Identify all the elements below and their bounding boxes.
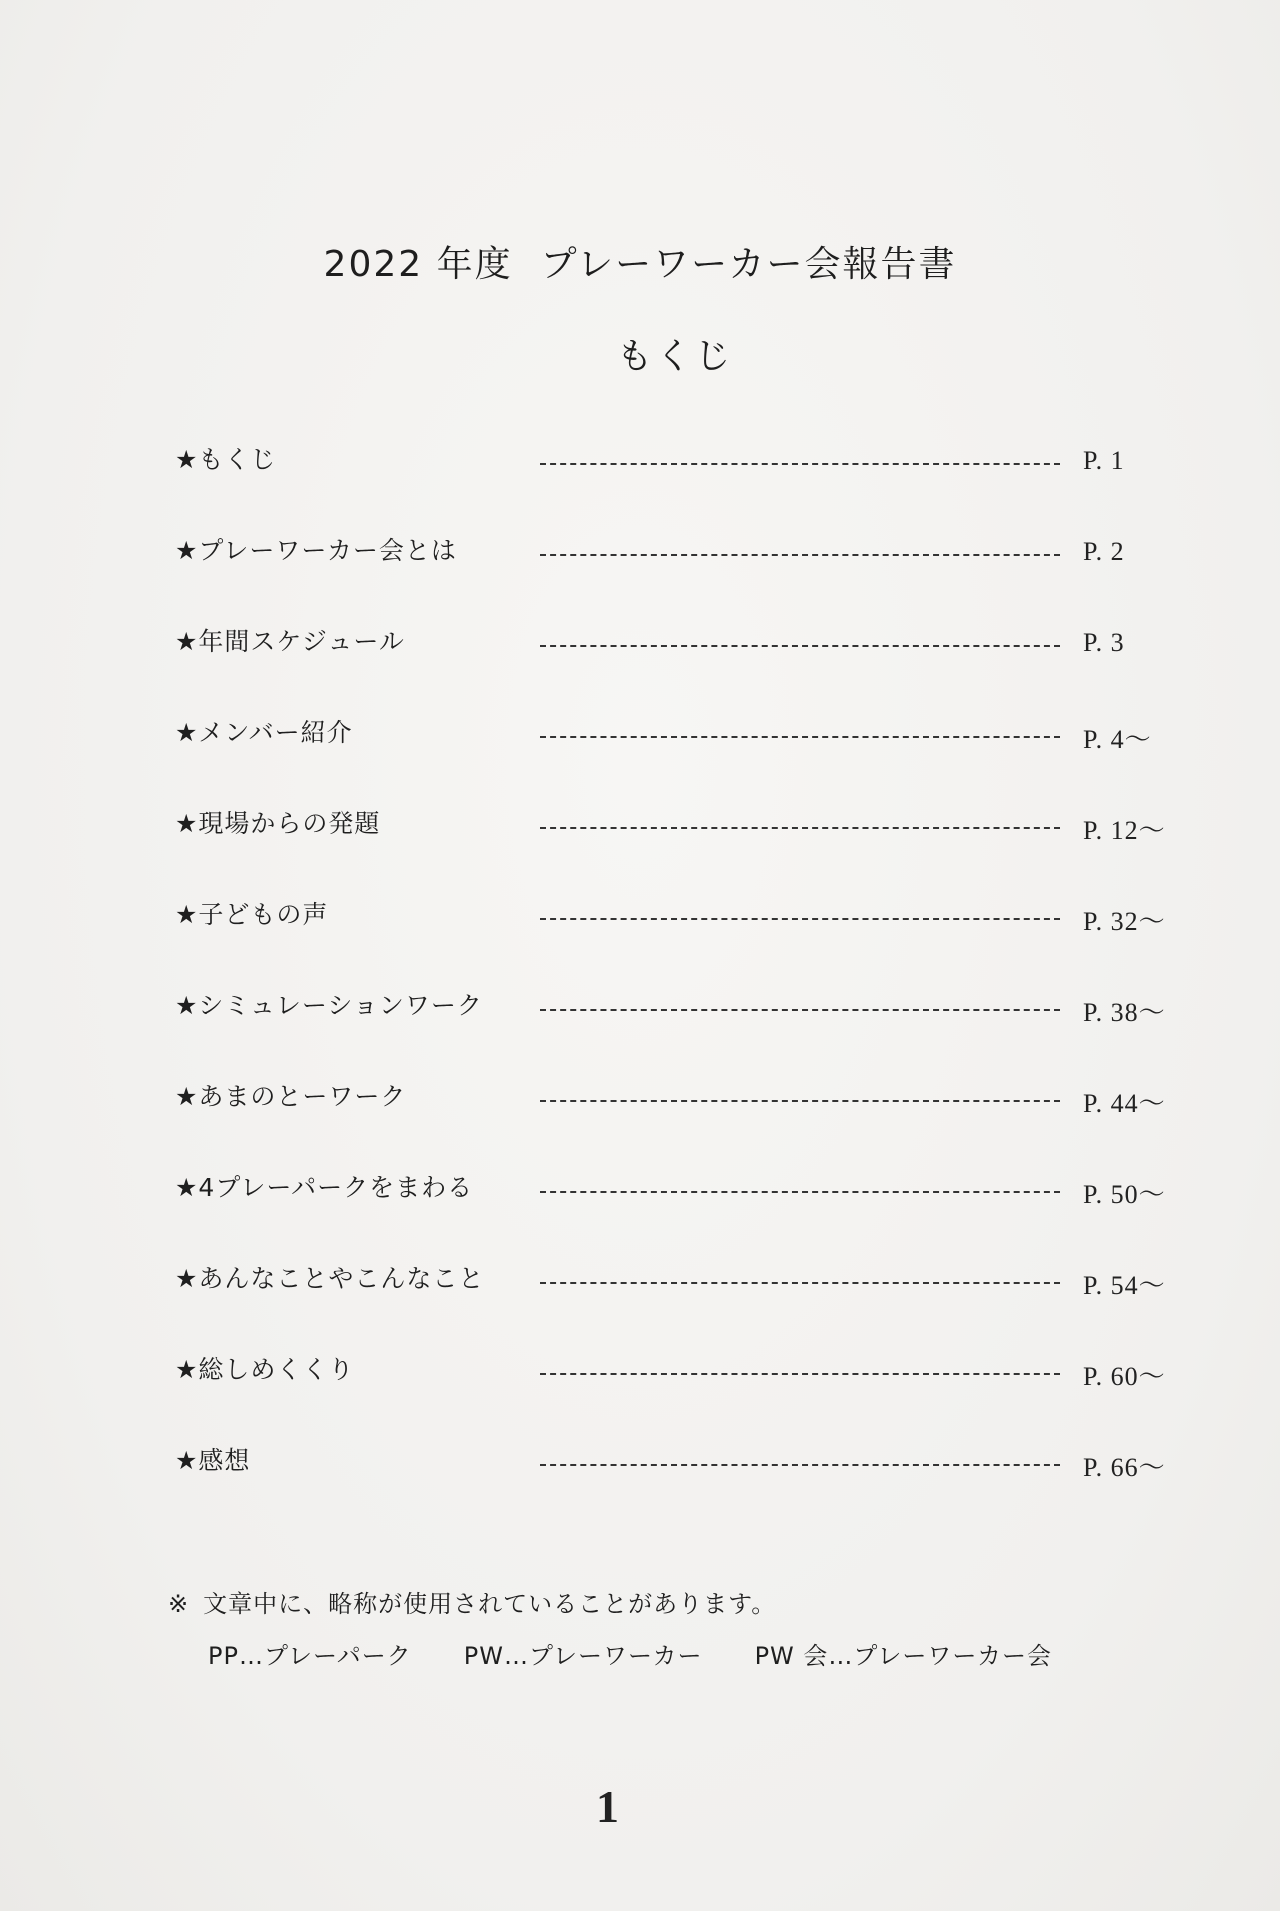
toc-heading: もくじ bbox=[616, 336, 734, 377]
toc-entry-label: ★4プレーパークをまわる bbox=[175, 1173, 474, 1202]
toc-leader-line bbox=[540, 554, 1060, 556]
toc-entry-page: P. 4〜 bbox=[1083, 725, 1152, 754]
note-text: 文章中に、略称が使用されていることがあります。 bbox=[203, 1590, 777, 1618]
toc-entry-label: ★あんなことやこんなこと bbox=[175, 1264, 485, 1293]
abbreviation-item: PW 会…プレーワーカー会 bbox=[754, 1642, 1052, 1670]
toc-entry bbox=[175, 1259, 1165, 1350]
toc-entry-label: ★シミュレーションワーク bbox=[175, 991, 483, 1020]
toc-leader-line bbox=[540, 1282, 1060, 1284]
abbreviation-item: PW…プレーワーカー bbox=[463, 1642, 703, 1670]
toc-leader-line bbox=[540, 1009, 1060, 1011]
abbreviation-list bbox=[208, 1636, 1104, 1671]
toc-entry-label: ★もくじ bbox=[175, 445, 277, 474]
toc-entry-page: P. 66〜 bbox=[1083, 1453, 1166, 1482]
note-mark: ※ bbox=[168, 1590, 190, 1618]
abbreviation-item: PP…プレーパーク bbox=[208, 1642, 412, 1670]
toc-entry-label: ★感想 bbox=[175, 1446, 251, 1475]
toc-entry-label: ★メンバー紹介 bbox=[175, 718, 353, 747]
abbreviation-note bbox=[168, 1584, 776, 1619]
toc-entry-page: P. 32〜 bbox=[1083, 907, 1166, 936]
toc-entry-label: ★プレーワーカー会とは bbox=[175, 536, 457, 565]
toc-entry bbox=[175, 1441, 1165, 1532]
page-number: 1 bbox=[596, 1781, 619, 1832]
toc-entry-label: ★総しめくくり bbox=[175, 1355, 355, 1384]
toc-leader-line bbox=[540, 463, 1060, 465]
toc-entry bbox=[175, 1350, 1165, 1441]
toc-entry-label: ★子どもの声 bbox=[175, 900, 329, 929]
toc-entry-page: P. 60〜 bbox=[1083, 1362, 1166, 1391]
toc-entry-page: P. 3 bbox=[1083, 628, 1125, 657]
toc-entry-page: P. 54〜 bbox=[1083, 1271, 1166, 1300]
toc-entry bbox=[175, 804, 1165, 895]
toc-entry bbox=[175, 895, 1165, 986]
toc-leader-line bbox=[540, 827, 1060, 829]
toc-entry-label: ★現場からの発題 bbox=[175, 809, 381, 838]
toc-leader-line bbox=[540, 736, 1060, 738]
toc-entry-page: P. 12〜 bbox=[1083, 816, 1166, 845]
toc-entry bbox=[175, 531, 1165, 622]
toc-entry-page: P. 1 bbox=[1083, 446, 1125, 475]
toc-leader-line bbox=[540, 645, 1060, 647]
toc-entry bbox=[175, 986, 1165, 1077]
toc-leader-line bbox=[540, 918, 1060, 920]
toc-entry bbox=[175, 1168, 1165, 1259]
toc-entry-page: P. 44〜 bbox=[1083, 1089, 1166, 1118]
title-main: プレーワーカー会報告書 bbox=[540, 244, 957, 285]
toc-leader-line bbox=[540, 1464, 1060, 1466]
title-year: 2022 年度 bbox=[323, 244, 513, 285]
document-title bbox=[0, 236, 1280, 287]
toc-entry bbox=[175, 622, 1165, 713]
toc-leader-line bbox=[540, 1373, 1060, 1375]
toc-entry bbox=[175, 1077, 1165, 1168]
toc-entry-page: P. 2 bbox=[1083, 537, 1125, 566]
toc-entry-label: ★年間スケジュール bbox=[175, 627, 405, 656]
toc-entry bbox=[175, 440, 1165, 531]
toc-entry-page: P. 50〜 bbox=[1083, 1180, 1166, 1209]
toc-entry-label: ★あまのとーワーク bbox=[175, 1082, 407, 1111]
toc-leader-line bbox=[540, 1191, 1060, 1193]
toc-entry-page: P. 38〜 bbox=[1083, 998, 1166, 1027]
toc-leader-line bbox=[540, 1100, 1060, 1102]
toc-entry bbox=[175, 713, 1165, 804]
table-of-contents bbox=[175, 440, 1165, 1532]
